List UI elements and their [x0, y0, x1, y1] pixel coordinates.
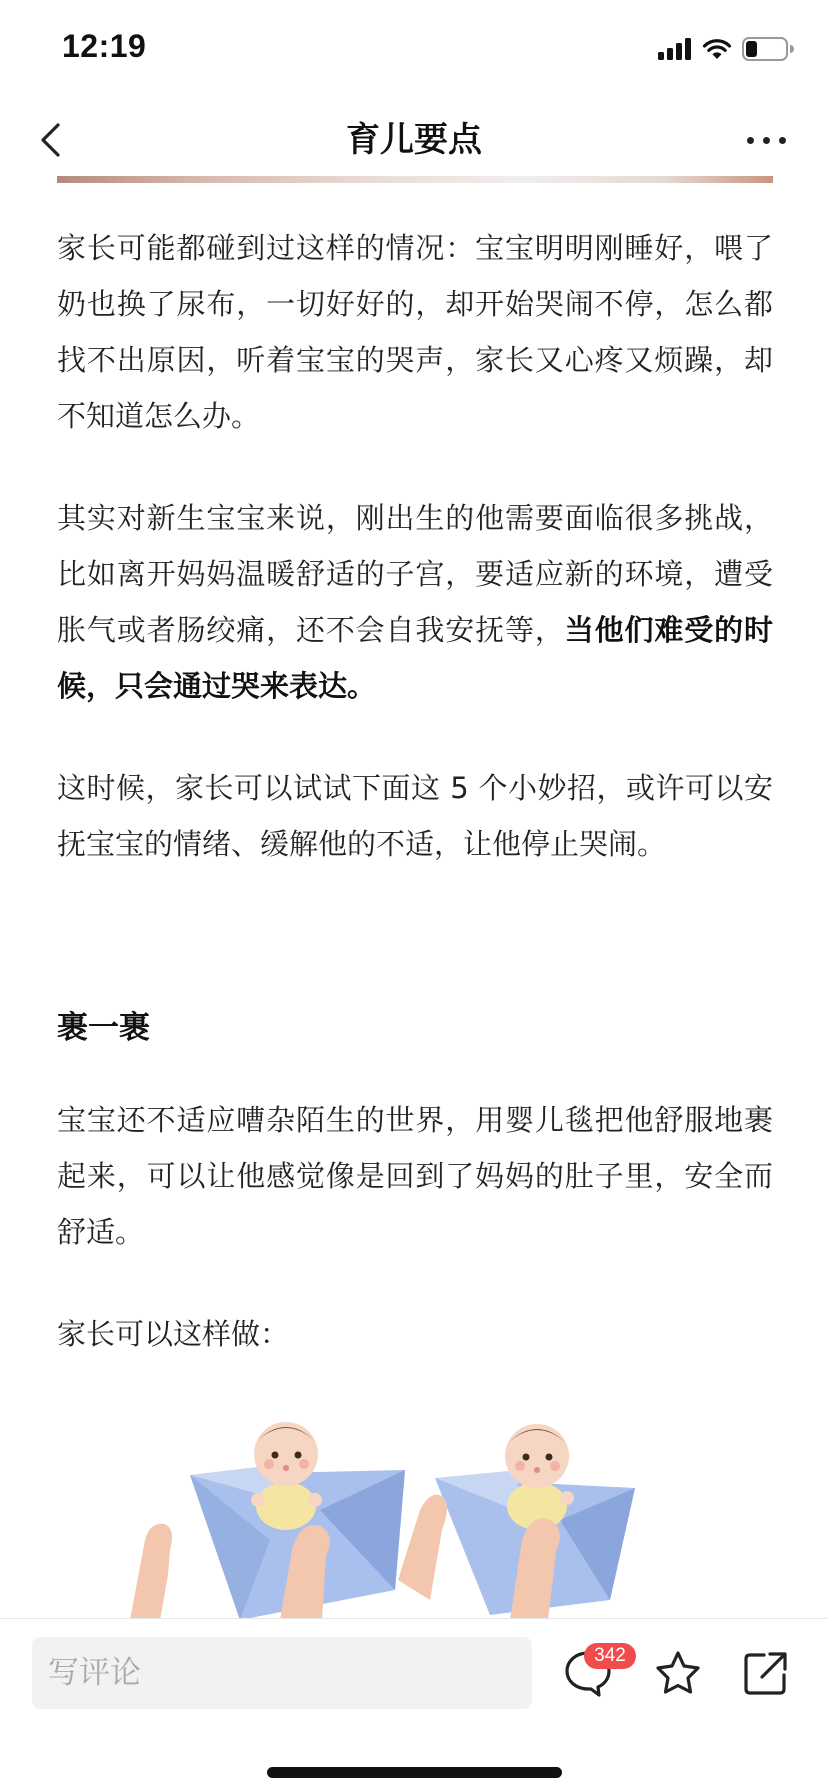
swaddle-step-2: [398, 1424, 635, 1620]
more-horizontal-icon: [747, 137, 754, 144]
page-title: 育儿要点: [346, 120, 482, 160]
status-bar: [0, 0, 828, 96]
article-paragraph: [57, 490, 773, 714]
swaddle-step-1: [130, 1422, 405, 1620]
more-horizontal-icon: [779, 137, 786, 144]
more-button[interactable]: [726, 112, 806, 168]
article-paragraph: 家长可以这样做：: [57, 1317, 290, 1351]
swaddle-illustration-graphic: [90, 1400, 770, 1620]
nav-bar: [0, 96, 828, 186]
article-top-image: [57, 176, 773, 183]
signal-icon: [658, 38, 692, 60]
star-icon: [653, 1649, 703, 1697]
comment-input[interactable]: [32, 1637, 532, 1709]
bottom-bar: [0, 1618, 828, 1792]
comment-count-badge: 342: [584, 1643, 636, 1669]
share-icon: [742, 1649, 790, 1697]
article-paragraph: 宝宝还不适应嘈杂陌生的世界，用婴儿毯把他舒服地裹起来，可以让他感觉像是回到了妈妈的肚子里，安全而舒适。: [57, 1103, 773, 1249]
home-indicator[interactable]: [267, 1767, 562, 1778]
section-heading: 裹一裹: [57, 1010, 150, 1046]
section-body: [57, 1092, 773, 1408]
article-paragraph: 家长可能都碰到过这样的情况：宝宝明明刚睡好，喂了奶也换了尿布，一切好好的，却开始哭闹不停，怎么都找不出原因，听着宝宝的哭声，家长又心疼又烦躁，却不知道怎么办。: [57, 231, 773, 433]
status-icons: [658, 34, 794, 64]
favorite-button[interactable]: [646, 1641, 710, 1705]
article-body: [57, 220, 773, 918]
battery-icon: [742, 37, 794, 61]
emphasis-text: 当他们难受的时候，只会通过哭来表达。: [57, 613, 773, 703]
paragraph-text: 其实对新生宝宝来说，刚出生的他需要面临很多挑战，比如离开妈妈温暖舒适的子宫，要适应新的环境，遭受胀气或者肠绞痛，还不会自我安抚等，: [57, 501, 773, 647]
swaddle-illustration: [90, 1400, 770, 1620]
status-time: 12:19: [62, 28, 147, 64]
more-horizontal-icon: [763, 137, 770, 144]
wifi-icon: [702, 38, 732, 60]
article-paragraph: 这时候，家长可以试试下面这 5 个小妙招，或许可以安抚宝宝的情绪、缓解他的不适，让他停止哭闹。: [57, 771, 773, 861]
share-button[interactable]: [734, 1641, 798, 1705]
